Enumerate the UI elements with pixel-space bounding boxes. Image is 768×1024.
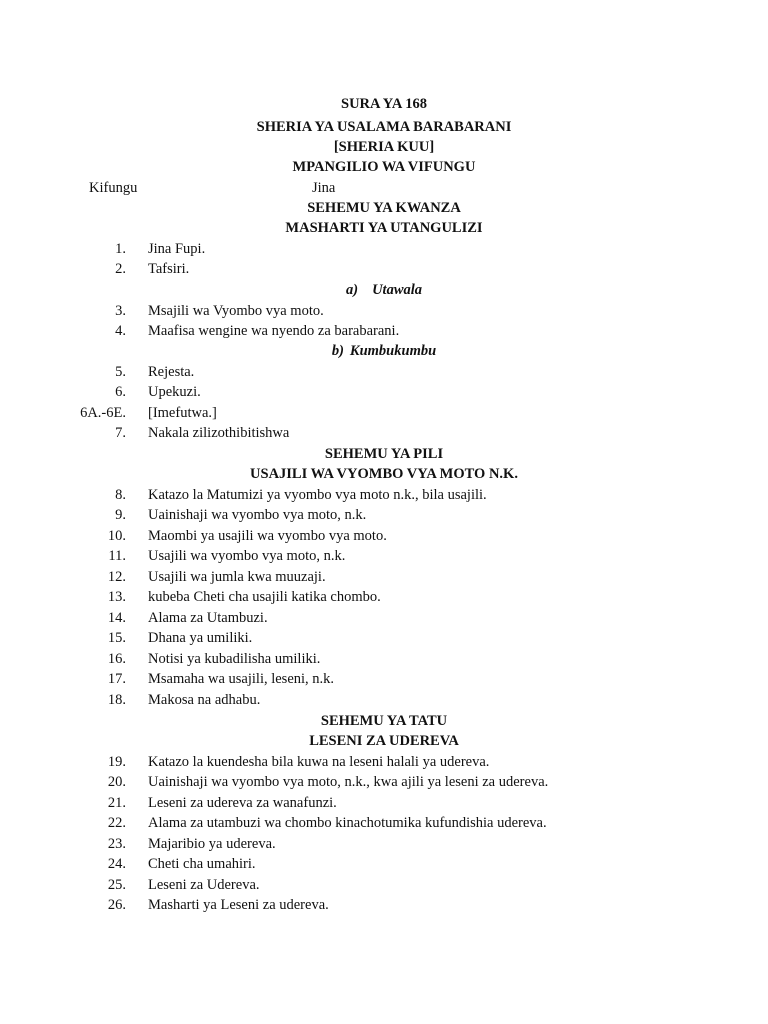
section-name: Makosa na adhabu. <box>148 692 261 708</box>
section-name: Alama za Utambuzi. <box>148 610 268 626</box>
section-number: 12. <box>107 569 126 585</box>
toc-entry <box>0 423 768 443</box>
part-title: SEHEMU YA TATU <box>320 713 448 729</box>
part-title: SEHEMU YA KWANZA <box>307 200 461 216</box>
toc-entry <box>0 834 768 854</box>
section-name: Msamaha wa usajili, leseni, n.k. <box>148 671 335 687</box>
section-name: Dhana ya umiliki. <box>148 630 253 646</box>
column-heading-section: Kifungu <box>89 180 138 196</box>
toc-entry <box>0 895 768 915</box>
section-name: Majaribio ya udereva. <box>148 836 276 852</box>
section-name: Maombi ya usajili wa vyombo vya moto. <box>148 528 387 544</box>
section-name: Notisi ya kubadilisha umiliki. <box>148 651 321 667</box>
toc-entry <box>0 649 768 669</box>
subheading-b <box>0 341 768 361</box>
section-number: 23. <box>107 836 126 852</box>
toc-entry <box>0 772 768 792</box>
section-number: 11. <box>108 548 126 564</box>
toc-entry <box>0 403 768 423</box>
toc-entry <box>0 608 768 628</box>
section-name: Nakala zilizothibitishwa <box>148 425 290 441</box>
toc-entry <box>0 485 768 505</box>
arrangement-heading: MPANGILIO WA VIFUNGU <box>292 159 476 175</box>
section-number: 8. <box>115 487 126 503</box>
subheading-label: Kumbukumbu <box>349 343 437 359</box>
law-type: [SHERIA KUU] <box>333 139 435 155</box>
act-title: SHERIA YA USALAMA BARABARANI <box>256 119 512 135</box>
toc-entry <box>0 382 768 402</box>
section-number: 13. <box>107 589 126 605</box>
toc-entry <box>0 854 768 874</box>
toc-entry <box>0 259 768 279</box>
section-name: Masharti ya Leseni za udereva. <box>148 897 329 913</box>
section-number: 14. <box>107 610 126 626</box>
part-subtitle: MASHARTI YA UTANGULIZI <box>285 220 483 236</box>
toc-entry <box>0 628 768 648</box>
section-name: Maafisa wengine wa nyendo za barabarani. <box>148 323 400 339</box>
section-name: Katazo la Matumizi ya vyombo vya moto n.k., bila usajili. <box>148 487 487 503</box>
part-title: SEHEMU YA PILI <box>324 446 444 462</box>
toc-entry <box>0 321 768 341</box>
section-number: 10. <box>107 528 126 544</box>
section-name: Usajili wa jumla kwa muuzaji. <box>148 569 326 585</box>
section-number: 20. <box>107 774 126 790</box>
section-name: Tafsiri. <box>148 261 190 277</box>
section-number: 26. <box>107 897 126 913</box>
section-number: 2. <box>115 261 126 277</box>
section-number: 4. <box>115 323 126 339</box>
section-name: Katazo la kuendesha bila kuwa na leseni halali ya udereva. <box>148 754 490 770</box>
section-number: 22. <box>107 815 126 831</box>
subheading-marker: a) <box>345 282 359 298</box>
toc-entry <box>0 752 768 772</box>
subheading-a <box>0 280 768 300</box>
section-number: 18. <box>107 692 126 708</box>
section-number: 6. <box>115 384 126 400</box>
section-number: 7. <box>115 425 126 441</box>
toc-entry <box>0 301 768 321</box>
toc-entry <box>0 669 768 689</box>
column-heading-name: Jina <box>312 180 336 196</box>
section-name: Cheti cha umahiri. <box>148 856 256 872</box>
chapter-heading: SURA YA 168 <box>341 96 427 112</box>
subheading-label: Utawala <box>372 282 423 298</box>
section-name: Usajili wa vyombo vya moto, n.k. <box>148 548 346 564</box>
section-name: Jina Fupi. <box>148 241 206 257</box>
toc-entry <box>0 813 768 833</box>
section-name: kubeba Cheti cha usajili katika chombo. <box>148 589 381 605</box>
toc-entry <box>0 587 768 607</box>
section-name: Leseni za udereva za wanafunzi. <box>148 795 337 811</box>
column-headings <box>0 178 768 198</box>
section-number: 16. <box>107 651 126 667</box>
section-name: Msajili wa Vyombo vya moto. <box>148 303 324 319</box>
section-name: Alama za utambuzi wa chombo kinachotumika kufundishia udereva. <box>148 815 547 831</box>
section-number: 6A.-6E. <box>80 405 126 421</box>
section-number: 19. <box>107 754 126 770</box>
section-number: 25. <box>107 877 126 893</box>
section-name: Leseni za Udereva. <box>148 877 260 893</box>
section-name: Uainishaji wa vyombo vya moto, n.k. <box>148 507 367 523</box>
section-number: 21. <box>107 795 126 811</box>
section-name: Uainishaji wa vyombo vya moto, n.k., kwa ajili ya leseni za udereva. <box>148 774 549 790</box>
section-name: [Imefutwa.] <box>148 405 217 421</box>
part-subtitle: USAJILI WA VYOMBO VYA MOTO N.K. <box>250 466 518 482</box>
toc-entry <box>0 546 768 566</box>
toc-entry <box>0 793 768 813</box>
toc-entry <box>0 690 768 710</box>
toc-entry <box>0 239 768 259</box>
section-number: 1. <box>115 241 126 257</box>
toc-entry <box>0 567 768 587</box>
subheading-marker: b) <box>331 343 344 359</box>
toc-entry <box>0 362 768 382</box>
section-number: 5. <box>115 364 126 380</box>
part-subtitle: LESENI ZA UDEREVA <box>309 733 459 749</box>
section-number: 15. <box>107 630 126 646</box>
section-number: 9. <box>115 507 126 523</box>
section-number: 17. <box>107 671 126 687</box>
toc-entry <box>0 505 768 525</box>
toc-entry <box>0 875 768 895</box>
section-number: 24. <box>107 856 126 872</box>
section-name: Rejesta. <box>148 364 195 380</box>
toc-entry <box>0 526 768 546</box>
section-number: 3. <box>115 303 126 319</box>
section-name: Upekuzi. <box>148 384 201 400</box>
